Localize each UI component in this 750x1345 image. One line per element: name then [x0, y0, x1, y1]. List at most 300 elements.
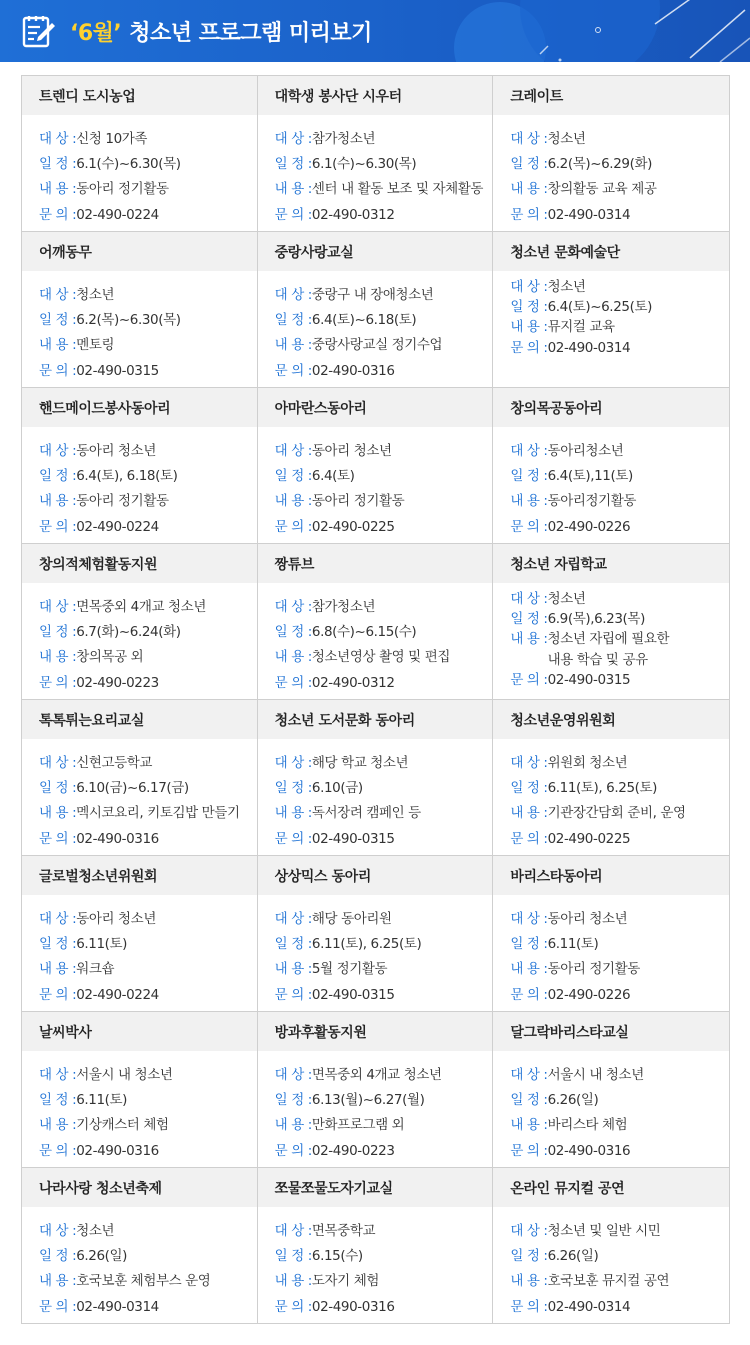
program-details	[258, 1051, 493, 1167]
detail-value: 02-490-0312	[311, 206, 395, 223]
program-row	[22, 856, 729, 1012]
detail-label: 문 의 :	[39, 206, 77, 223]
detail-label: 내 용 :	[39, 805, 77, 822]
detail-line	[39, 932, 257, 957]
detail-value: 6.15(수)	[311, 1248, 363, 1265]
program-card	[258, 388, 494, 543]
detail-label: 대 상 :	[274, 443, 312, 459]
detail-value: 창의목공 외	[76, 649, 144, 666]
detail-line	[39, 907, 257, 932]
detail-label: 내 용 :	[274, 1273, 312, 1290]
detail-value: 6.4(토),11(토)	[547, 468, 633, 485]
detail-value: 02-490-0315	[311, 986, 395, 1003]
detail-value: 신청 10가족	[76, 131, 148, 147]
detail-value: 6.11(토)	[547, 936, 599, 953]
program-title: 날씨박사	[22, 1012, 257, 1051]
detail-value: 청소년	[76, 287, 115, 303]
detail-value: 면목중학교	[311, 1223, 376, 1239]
program-row	[22, 1012, 729, 1168]
program-card	[258, 232, 494, 387]
detail-label: 문 의 :	[274, 1142, 312, 1159]
detail-line	[39, 827, 257, 852]
detail-line	[39, 515, 257, 540]
program-details	[22, 427, 257, 543]
detail-line	[275, 1113, 493, 1138]
detail-label: 문 의 :	[274, 1298, 312, 1315]
detail-line	[275, 283, 493, 308]
program-details	[493, 1207, 729, 1323]
detail-value: 독서장려 캠페인 등	[311, 805, 421, 822]
detail-value: 02-490-0225	[547, 830, 631, 847]
program-card	[493, 544, 729, 699]
program-title: 트렌디 도시농업	[22, 76, 257, 115]
detail-label: 일 정 :	[274, 1092, 312, 1109]
detail-label: 대 상 :	[39, 1067, 77, 1083]
detail-label: 문 의 :	[39, 1142, 77, 1159]
program-title: 짱튜브	[258, 544, 493, 583]
detail-value: 위원회 청소년	[547, 755, 628, 771]
detail-line	[39, 983, 257, 1008]
detail-line	[39, 1244, 257, 1269]
detail-label: 내 용 :	[274, 337, 312, 354]
detail-line	[510, 589, 729, 609]
detail-label: 대 상 :	[274, 911, 312, 927]
detail-line	[275, 827, 493, 852]
detail-value: 02-490-0316	[76, 830, 159, 847]
detail-value: 02-490-0225	[311, 518, 395, 535]
detail-line	[39, 203, 257, 228]
detail-value: 멕시코요리, 키토김밥 만들기	[76, 805, 240, 822]
detail-value: 6.4(토), 6.18(토)	[76, 468, 178, 485]
detail-line	[275, 439, 493, 464]
detail-value: 참가청소년	[311, 131, 376, 147]
detail-line	[39, 776, 257, 801]
detail-value: 동아리 청소년	[76, 911, 156, 927]
detail-label: 문 의 :	[39, 1298, 77, 1315]
detail-line	[275, 645, 493, 670]
program-title: 청소년운영위원회	[493, 700, 729, 739]
program-details	[258, 739, 493, 855]
detail-label: 대 상 :	[39, 599, 77, 615]
detail-value: 동아리 청소년	[547, 911, 628, 927]
detail-label: 문 의 :	[274, 674, 312, 691]
detail-value: 호국보훈 체험부스 운영	[76, 1273, 211, 1290]
program-details	[493, 895, 729, 1011]
detail-line	[510, 1113, 729, 1138]
detail-value: 창의활동 교육 제공	[547, 181, 657, 198]
program-row	[22, 700, 729, 856]
detail-line	[39, 1113, 257, 1138]
detail-label: 내 용 :	[274, 1117, 312, 1134]
detail-line	[275, 1063, 493, 1088]
program-title: 청소년 도서문화 동아리	[258, 700, 493, 739]
detail-line	[275, 801, 493, 826]
detail-line	[510, 629, 729, 669]
detail-label: 일 정 :	[274, 1248, 312, 1265]
detail-value: 02-490-0314	[547, 339, 631, 356]
detail-line	[275, 203, 493, 228]
detail-line	[510, 827, 729, 852]
detail-label: 내 용 :	[39, 493, 77, 510]
detail-value: 중랑사랑교실 정기수업	[311, 337, 443, 354]
detail-label: 일 정 :	[274, 312, 312, 329]
detail-label: 문 의 :	[510, 830, 548, 847]
detail-label: 대 상 :	[510, 1223, 548, 1239]
detail-label: 문 의 :	[510, 206, 548, 223]
program-card	[258, 544, 494, 699]
detail-line	[510, 751, 729, 776]
program-title: 창의목공동아리	[493, 388, 729, 427]
detail-value: 6.4(토)~6.18(토)	[311, 312, 417, 329]
detail-line	[39, 359, 257, 384]
detail-line	[510, 957, 729, 982]
detail-label: 일 정 :	[39, 780, 77, 797]
detail-label: 내 용 :	[39, 1273, 77, 1290]
program-details	[258, 115, 493, 231]
program-title: 쪼물쪼물도자기교실	[258, 1168, 493, 1207]
program-details	[258, 895, 493, 1011]
detail-line	[39, 308, 257, 333]
detail-label: 대 상 :	[274, 755, 312, 771]
detail-value: 6.11(토)	[76, 936, 128, 953]
detail-label: 일 정 :	[39, 312, 77, 329]
detail-value: 동아리 청소년	[311, 443, 392, 459]
detail-label: 내 용 :	[510, 493, 548, 510]
program-title: 중랑사랑교실	[258, 232, 493, 271]
detail-line	[39, 957, 257, 982]
detail-label: 대 상 :	[39, 131, 77, 147]
detail-value: 동아리청소년	[547, 443, 624, 459]
detail-line	[39, 489, 257, 514]
program-details	[493, 739, 729, 855]
detail-label: 내 용 :	[274, 805, 312, 822]
detail-label: 일 정 :	[274, 780, 312, 797]
program-card	[258, 700, 494, 855]
detail-line	[510, 464, 729, 489]
detail-line	[510, 801, 729, 826]
detail-line	[39, 177, 257, 202]
detail-line	[510, 338, 729, 358]
detail-line	[275, 1269, 493, 1294]
detail-label: 대 상 :	[510, 591, 548, 607]
detail-line	[39, 1063, 257, 1088]
detail-line	[39, 645, 257, 670]
detail-value: 6.10(금)~6.17(금)	[76, 780, 189, 797]
detail-line	[39, 801, 257, 826]
detail-line	[275, 907, 493, 932]
program-card	[493, 700, 729, 855]
detail-value: 02-490-0224	[76, 986, 159, 1003]
detail-label: 문 의 :	[39, 362, 77, 379]
detail-label: 내 용 :	[510, 805, 548, 822]
detail-line	[39, 439, 257, 464]
detail-line	[275, 152, 493, 177]
program-details	[258, 1207, 493, 1323]
detail-value: 청소년영상 촬영 및 편집	[311, 649, 450, 666]
detail-line	[510, 297, 729, 317]
program-title: 아마란스동아리	[258, 388, 493, 427]
detail-line	[275, 776, 493, 801]
detail-value: 02-490-0316	[76, 1142, 159, 1159]
program-title: 글로벌청소년위원회	[22, 856, 257, 895]
detail-label: 내 용 :	[510, 181, 548, 198]
detail-line	[510, 1244, 729, 1269]
detail-value: 02-490-0226	[547, 518, 631, 535]
detail-value: 동아리 정기활동	[311, 493, 405, 510]
detail-label: 문 의 :	[274, 986, 312, 1003]
detail-label: 일 정 :	[39, 1092, 77, 1109]
program-card	[22, 856, 258, 1011]
detail-value: 6.26(일)	[547, 1248, 599, 1265]
detail-line	[275, 489, 493, 514]
detail-label: 대 상 :	[274, 1067, 312, 1083]
program-title: 상상믹스 동아리	[258, 856, 493, 895]
detail-label: 대 상 :	[510, 131, 548, 147]
detail-label: 일 정 :	[510, 611, 548, 628]
detail-value: 6.26(일)	[547, 1092, 599, 1109]
program-title: 온라인 뮤지컬 공연	[493, 1168, 729, 1207]
detail-line	[39, 751, 257, 776]
detail-value: 센터 내 활동 보조 및 자체활동	[311, 181, 484, 198]
detail-value: 6.2(목)~6.30(목)	[76, 312, 181, 329]
detail-label: 일 정 :	[510, 936, 548, 953]
program-details	[258, 271, 493, 387]
detail-line	[275, 620, 493, 645]
detail-value: 동아리 정기활동	[76, 493, 169, 510]
detail-label: 일 정 :	[39, 1248, 77, 1265]
detail-label: 대 상 :	[274, 131, 312, 147]
detail-label: 문 의 :	[274, 518, 312, 535]
header-title-group	[22, 13, 372, 49]
detail-line	[275, 515, 493, 540]
detail-value: 도자기 체험	[311, 1273, 379, 1290]
detail-label: 대 상 :	[39, 1223, 77, 1239]
detail-line	[510, 776, 729, 801]
detail-line	[39, 620, 257, 645]
detail-label: 내 용 :	[39, 1117, 77, 1134]
detail-value: 동아리 정기활동	[76, 181, 169, 198]
page-title	[70, 16, 372, 47]
program-card	[493, 232, 729, 387]
detail-value: 청소년 자립에 필요한 내용 학습 및 공유	[547, 631, 670, 668]
detail-label: 일 정 :	[510, 1248, 548, 1265]
detail-value: 6.9(목),6.23(목)	[547, 611, 645, 628]
detail-line	[510, 1088, 729, 1113]
detail-label: 일 정 :	[510, 156, 548, 173]
detail-line	[510, 1219, 729, 1244]
program-title: 창의적체험활동지원	[22, 544, 257, 583]
detail-line	[510, 203, 729, 228]
detail-line	[275, 333, 493, 358]
detail-line	[510, 515, 729, 540]
detail-label: 내 용 :	[274, 649, 312, 666]
detail-value: 02-490-0316	[311, 362, 395, 379]
detail-line	[275, 177, 493, 202]
detail-value: 만화프로그램 외	[311, 1117, 405, 1134]
program-row	[22, 232, 729, 388]
program-card	[22, 700, 258, 855]
detail-line	[39, 595, 257, 620]
detail-value: 6.1(수)~6.30(목)	[76, 156, 181, 173]
detail-value: 바리스타 체험	[547, 1117, 628, 1134]
detail-label: 내 용 :	[510, 631, 548, 648]
detail-line	[39, 333, 257, 358]
program-card	[22, 76, 258, 231]
detail-value: 6.4(토)	[311, 468, 355, 485]
detail-label: 문 의 :	[39, 830, 77, 847]
detail-value: 02-490-0315	[547, 671, 631, 688]
detail-line	[510, 932, 729, 957]
detail-value: 6.26(일)	[76, 1248, 128, 1265]
detail-line	[39, 283, 257, 308]
detail-value: 호국보훈 뮤지컬 공연	[547, 1273, 670, 1290]
detail-line	[39, 1139, 257, 1164]
detail-value: 청소년	[547, 131, 586, 147]
program-details	[22, 583, 257, 699]
detail-value: 6.11(토), 6.25(토)	[311, 936, 422, 953]
detail-label: 내 용 :	[274, 961, 312, 978]
detail-line	[275, 1088, 493, 1113]
detail-label: 일 정 :	[510, 468, 548, 485]
program-details	[258, 583, 493, 699]
program-card	[22, 1168, 258, 1323]
program-details	[22, 271, 257, 387]
detail-value: 02-490-0226	[547, 986, 631, 1003]
detail-label: 일 정 :	[274, 468, 312, 485]
detail-line	[510, 152, 729, 177]
detail-label: 대 상 :	[510, 755, 548, 771]
program-card	[258, 1012, 494, 1167]
detail-value: 02-490-0315	[311, 830, 395, 847]
detail-line	[510, 1139, 729, 1164]
program-details	[22, 1051, 257, 1167]
detail-value: 기관장간담회 준비, 운영	[547, 805, 686, 822]
detail-value: 청소년	[76, 1223, 115, 1239]
detail-label: 일 정 :	[274, 624, 312, 641]
program-row	[22, 76, 729, 232]
detail-label: 대 상 :	[510, 279, 548, 295]
detail-value: 워크숍	[76, 961, 115, 978]
detail-line	[510, 177, 729, 202]
detail-line	[510, 277, 729, 297]
program-details	[258, 427, 493, 543]
detail-value: 02-490-0316	[547, 1142, 631, 1159]
program-card	[493, 856, 729, 1011]
detail-line	[275, 1295, 493, 1320]
detail-line	[39, 152, 257, 177]
detail-label: 문 의 :	[510, 1298, 548, 1315]
detail-value: 02-490-0314	[547, 1298, 631, 1315]
detail-line	[510, 317, 729, 337]
program-title: 청소년 문화예술단	[493, 232, 729, 271]
detail-label: 문 의 :	[274, 206, 312, 223]
program-details	[22, 895, 257, 1011]
detail-line	[510, 907, 729, 932]
detail-label: 일 정 :	[39, 936, 77, 953]
program-card	[493, 1168, 729, 1323]
detail-line	[275, 127, 493, 152]
detail-value: 해당 학교 청소년	[311, 755, 409, 771]
detail-line	[275, 957, 493, 982]
detail-label: 문 의 :	[274, 830, 312, 847]
program-title: 바리스타동아리	[493, 856, 729, 895]
program-card	[22, 232, 258, 387]
detail-line	[275, 983, 493, 1008]
program-row	[22, 388, 729, 544]
detail-label: 문 의 :	[510, 518, 548, 535]
checklist-pencil-icon	[22, 14, 56, 48]
detail-label: 일 정 :	[39, 468, 77, 485]
detail-label: 일 정 :	[39, 624, 77, 641]
detail-value: 청소년	[547, 279, 586, 295]
detail-value: 신현고등학교	[76, 755, 153, 771]
detail-value: 서울시 내 청소년	[76, 1067, 173, 1083]
detail-label: 일 정 :	[510, 780, 548, 797]
program-row	[22, 1168, 729, 1324]
detail-label: 내 용 :	[274, 493, 312, 510]
detail-label: 문 의 :	[510, 339, 548, 356]
detail-line	[275, 308, 493, 333]
detail-value: 중랑구 내 장애청소년	[311, 287, 434, 303]
detail-value: 02-490-0314	[547, 206, 631, 223]
detail-label: 대 상 :	[39, 911, 77, 927]
program-title: 나라사랑 청소년축제	[22, 1168, 257, 1207]
detail-value: 6.2(목)~6.29(화)	[547, 156, 652, 173]
detail-value: 02-490-0316	[311, 1298, 395, 1315]
detail-label: 내 용 :	[39, 649, 77, 666]
detail-line	[39, 464, 257, 489]
detail-line	[510, 670, 729, 690]
program-card	[493, 1012, 729, 1167]
detail-line	[275, 464, 493, 489]
detail-label: 문 의 :	[39, 518, 77, 535]
detail-line	[510, 1295, 729, 1320]
detail-line	[39, 671, 257, 696]
program-card	[493, 76, 729, 231]
detail-label: 일 정 :	[510, 1092, 548, 1109]
detail-label: 대 상 :	[274, 287, 312, 303]
program-title: 달그락바리스타교실	[493, 1012, 729, 1051]
detail-label: 문 의 :	[39, 674, 77, 691]
detail-value: 02-490-0314	[76, 1298, 159, 1315]
program-grid	[21, 75, 730, 1324]
detail-value: 해당 동아리원	[311, 911, 392, 927]
detail-label: 일 정 :	[274, 156, 312, 173]
detail-value: 02-490-0224	[76, 518, 159, 535]
program-card	[22, 1012, 258, 1167]
detail-label: 문 의 :	[510, 986, 548, 1003]
program-title: 방과후활동지원	[258, 1012, 493, 1051]
program-card	[22, 388, 258, 543]
detail-value: 6.13(월)~6.27(월)	[311, 1092, 425, 1109]
detail-value: 02-490-0223	[311, 1142, 395, 1159]
detail-line	[39, 1295, 257, 1320]
detail-value: 동아리정기활동	[547, 493, 637, 510]
detail-label: 내 용 :	[274, 181, 312, 198]
program-details	[493, 427, 729, 543]
detail-label: 대 상 :	[39, 287, 77, 303]
program-details	[493, 1051, 729, 1167]
detail-value: 멘토링	[76, 337, 115, 354]
detail-line	[510, 1269, 729, 1294]
detail-line	[275, 1244, 493, 1269]
detail-line	[39, 1088, 257, 1113]
program-title: 톡톡튀는요리교실	[22, 700, 257, 739]
program-details	[22, 115, 257, 231]
detail-value: 청소년 및 일반 시민	[547, 1223, 661, 1239]
detail-value: 6.10(금)	[311, 780, 363, 797]
detail-label: 대 상 :	[510, 443, 548, 459]
